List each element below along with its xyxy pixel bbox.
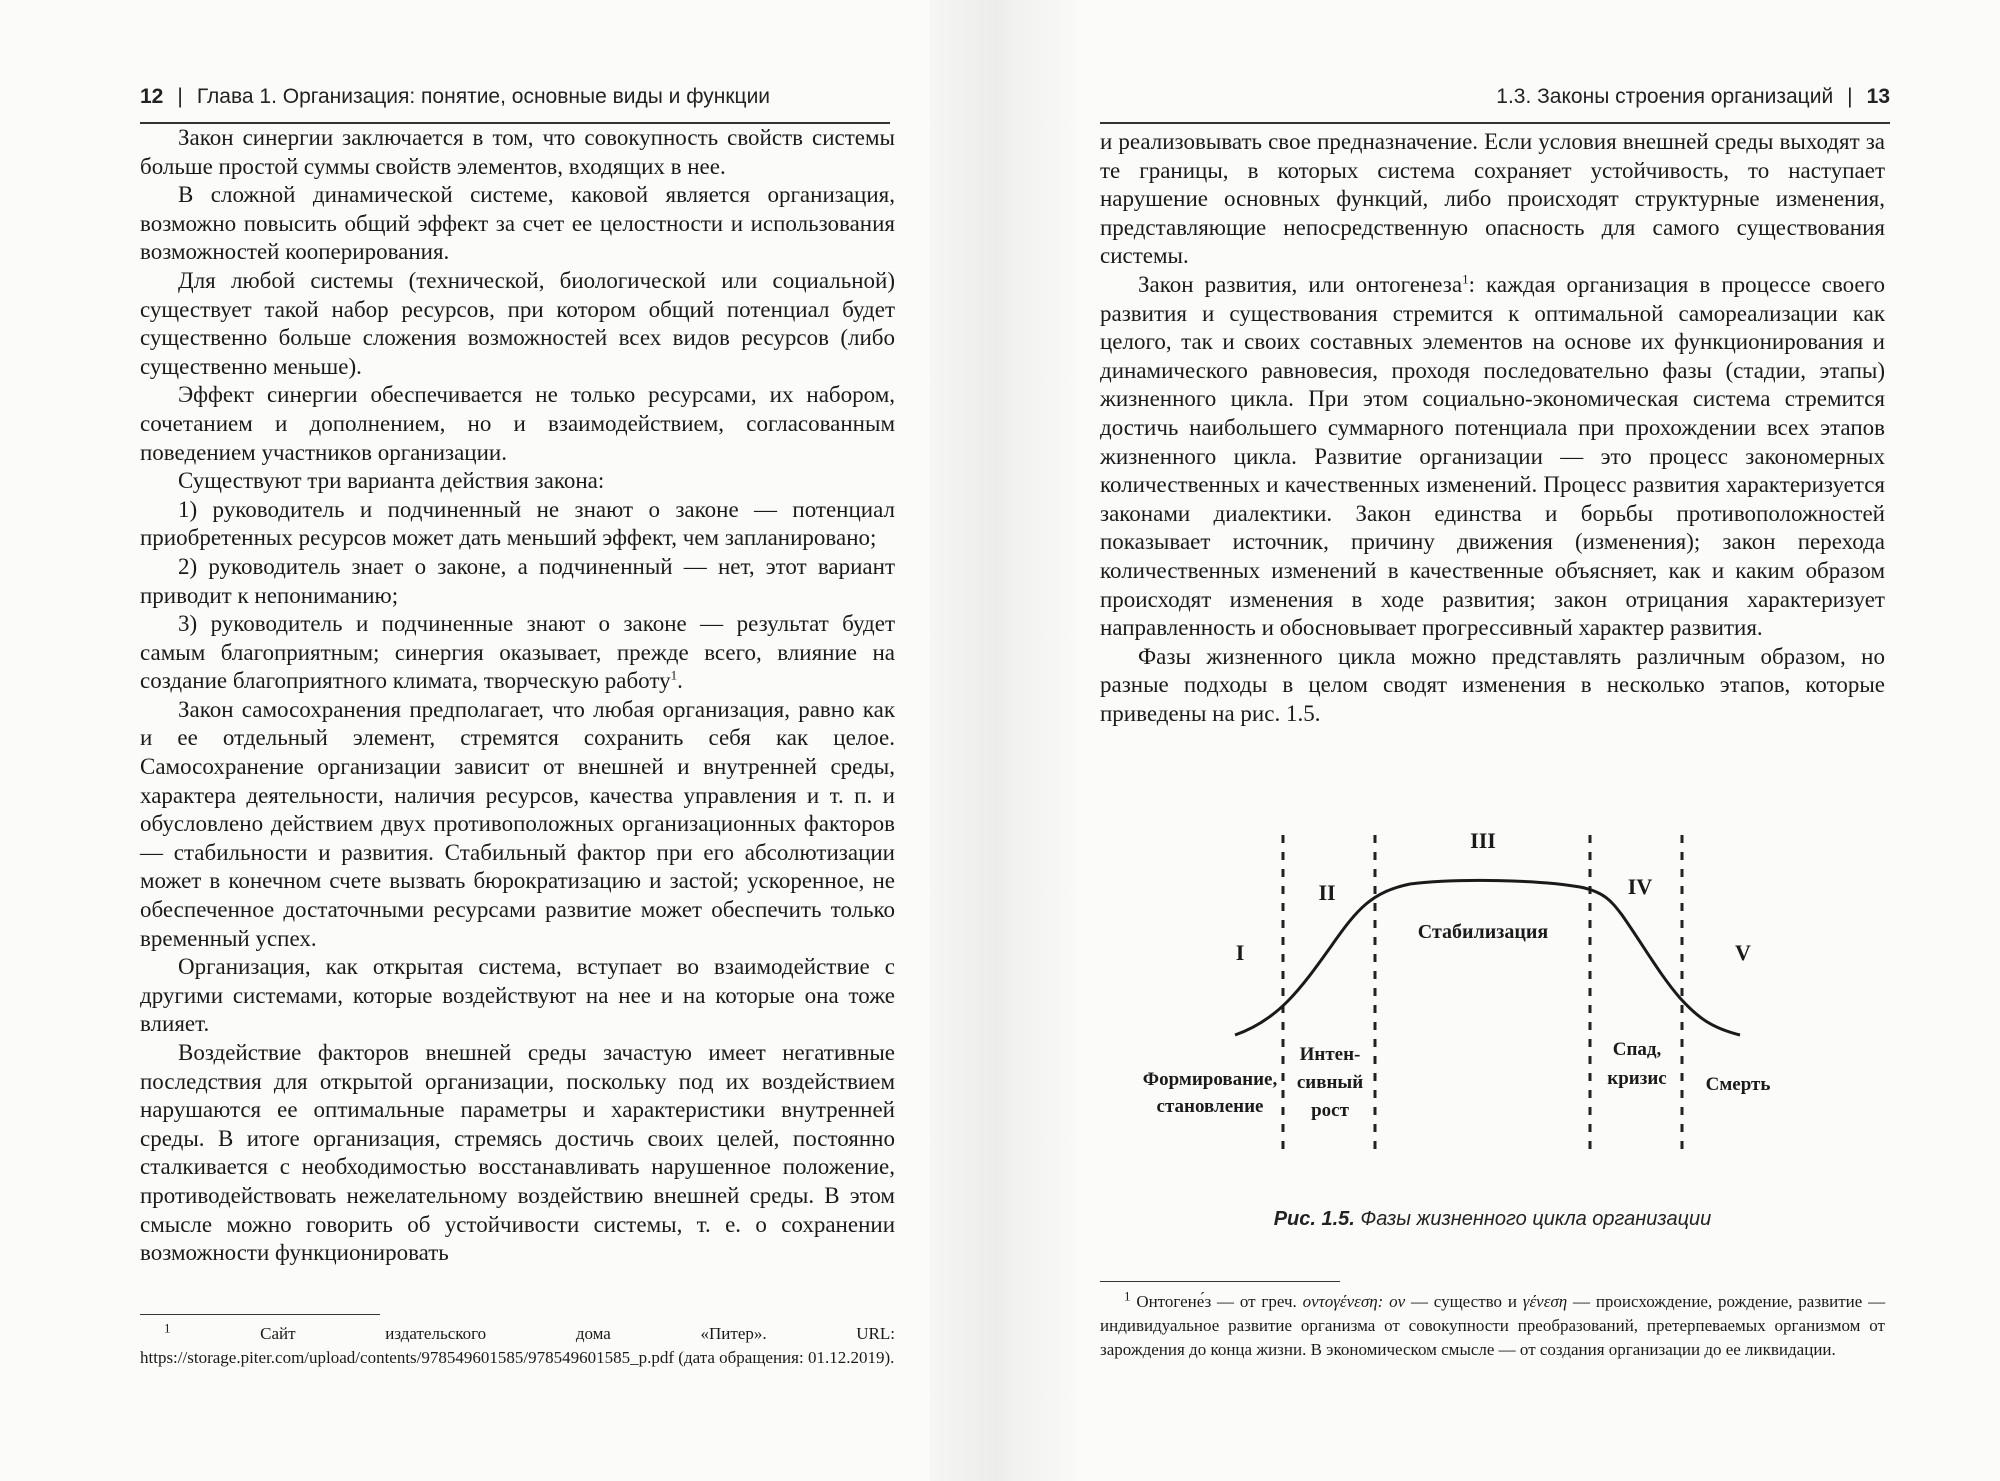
- paragraph: Закон самосохранения предполагает, что любая организация, равно как и ее отдельный элемент, стремятся сохранить себя как целое. Самосохранение организации зависит от внешней и внутренней среды, характера деятельности, наличия ресурсов, качества управления и т. п. и обусловлено действием двух противоположных организационных факторов — стабильности и развития. Стабильный фактор при его абсолютизации может в конечном счете вызвать бюрократизацию и застой; ускоренное, не обеспеченное достаточными ресурсами развитие может обеспечить только временный успех.: [140, 696, 895, 951]
- stage-label-death: Смерть: [1705, 1074, 1771, 1095]
- footnote-mid: — существо и: [1410, 1292, 1517, 1311]
- list-item: 3) руководитель и подчиненные знают о законе — результат будет самым благоприятным; синергия оказывает, прежде всего, влияние на создание благоприятного климата, творческую работу$^1$.: [140, 611, 895, 694]
- footnote-greek-term: οντογένεση: ον: [1302, 1292, 1406, 1311]
- footnote-marker: 1: [164, 1320, 171, 1336]
- footnote-text: Сайт издательского дома «Питер». URL: https://storage.piter.com/upload/contents/978549601585/978549601585_p.pdf (дата обращения: 01.12.2019).: [140, 1324, 895, 1367]
- footnote-divider: [1100, 1281, 1340, 1282]
- left-page: [0, 0, 930, 1481]
- footnote-rest: — происхождение, рождение, развитие — индивидуальное развитие организма от совокупности преобразований, претерпеваемых организмом от зарождения до конца жизни. В экономическом смысле — от создания организации до ее ликвидации.: [1100, 1292, 1886, 1359]
- right-running-header: 1.3. Законы строения организаций | 13: [1100, 82, 1890, 124]
- lifecycle-diagram: [1100, 810, 1885, 1230]
- phase-label-5: V: [1735, 940, 1751, 965]
- phase-label-2: II: [1318, 880, 1336, 905]
- right-body-text: [1100, 128, 1885, 728]
- footnote-lead: Онтогене́з — от греч.: [1136, 1292, 1297, 1311]
- phase-label-4: IV: [1627, 874, 1653, 899]
- left-running-header: 12 | Глава 1. Организация: понятие, основные виды и функции: [140, 82, 890, 124]
- caption-text: Фазы жизненного цикла организации: [1360, 1208, 1712, 1230]
- list-item: 1) руководитель и подчиненный не знают о законе — потенциал приобретенных ресурсов может дать меньший эффект, чем запланировано;: [140, 496, 895, 551]
- right-footnote: [1100, 1290, 1885, 1362]
- paragraph: Для любой системы (технической, биологической или социальной) существует такой набор ресурсов, при котором общий потенциал будет существенно больше сложения возможностей всех видов ресурсов (либо существенно меньше).: [140, 267, 895, 379]
- figure-caption: [1100, 1208, 1885, 1231]
- paragraph: Эффект синергии обеспечивается не только ресурсами, их набором, сочетанием и дополнением, но и взаимодействием, согласованным поведением участников организации.: [140, 382, 895, 465]
- phase-label-1: I: [1235, 940, 1245, 965]
- footnote-divider: [140, 1314, 380, 1315]
- stage-label-decline-1: Спад,: [1612, 1039, 1662, 1060]
- left-footnote: [140, 1322, 895, 1370]
- stabilization-label: Стабилизация: [1417, 921, 1549, 943]
- paragraph: Фазы жизненного цикла можно представлять различным образом, но разные подходы в целом сводят изменения в несколько этапов, которые приведены на рис. 1.5.: [1100, 643, 1885, 726]
- paragraph-lead: Закон развития, или онтогенеза: [1138, 271, 1463, 297]
- list-item-text: 3) руководитель и подчиненные знают о законе — результат будет самым благоприятным; синергия оказывает, прежде всего, влияние на создание благоприятного климата, творческую работу: [140, 611, 895, 694]
- footnote-reference: 1: [1462, 271, 1469, 287]
- stage-label-growth-1: Интен-: [1299, 1044, 1361, 1065]
- stage-label-growth-3: рост: [1311, 1100, 1349, 1121]
- phase-label-3: III: [1470, 828, 1496, 853]
- paragraph-rest: : каждая организация в процессе своего развития и существования стремится к оптимальной самореализации как целого, так и своих составных элементов на основе их функционирования и динамического равновесия, проходя последовательно фазы (стадии, этапы) жизненного цикла. При этом социально-экономическая система стремится достичь наибольшего суммарного потенциала при прохождении всех этапов жизненного цикла. Развитие организации — это процесс закономерных количественных и качественных изменений. Процесс развития характеризуется законами диалектики. Закон единства и борьбы противоположностей показывает источник, причину движения (изменения); закон перехода количественных изменений в качественные объясняет, как и каким образом происходят изменения в ходе развития; закон отрицания характеризует направленность и обосновывает прогрессивный характер развития.: [1100, 271, 1886, 641]
- paragraph: Воздействие факторов внешней среды зачастую имеет негативные последствия для открытой организации, поскольку под их воздействием нарушаются ее оптимальные параметры и характеристики внутренней среды. В итоге организация, стремясь достичь своих целей, постоянно сталкивается с необходимостью восстанавливать нарушенное положение, противодействовать нежелательному воздействию внешней среды. В этом смысле можно говорить об устойчивости системы, т. е. о сохранении возможности функционировать: [140, 1040, 895, 1266]
- lifecycle-figure: [1100, 810, 1885, 1230]
- paragraph: и реализовывать свое предназначение. Если условия внешней среды выходят за те границы, в которых система сохраняет устойчивость, то наступает нарушение основных функций, либо происходят структурные изменения, представляющие непосредственную опасность для самого существования системы.: [1100, 129, 1885, 269]
- caption-number: Рис. 1.5.: [1273, 1208, 1355, 1230]
- paragraph: Организация, как открытая система, вступает во взаимодействие с другими системами, которые воздействуют на нее и на которые она тоже влияет.: [140, 954, 895, 1037]
- lifecycle-curve: [1235, 880, 1740, 1035]
- stage-label-growth-2: сивный: [1296, 1072, 1364, 1093]
- chapter-title: Глава 1. Организация: понятие, основные виды и функции: [196, 85, 771, 108]
- paragraph: Существуют три варианта действия закона:: [178, 468, 605, 494]
- footnote-marker: 1: [1124, 1288, 1131, 1304]
- stage-label-formation-2: становление: [1156, 1096, 1264, 1117]
- paragraph: В сложной динамической системе, каковой является организация, возможно повысить общий эффект за счет ее целостности и использования возможностей кооперирования.: [140, 182, 895, 265]
- section-title: 1.3. Законы строения организаций: [1496, 85, 1834, 108]
- footnote-greek-term: γένεση: [1522, 1292, 1568, 1311]
- left-body-text: [140, 124, 895, 1268]
- stage-label-decline-2: кризис: [1607, 1068, 1667, 1089]
- stage-label-formation-1: Формирование,: [1142, 1069, 1278, 1090]
- list-item: 2) руководитель знает о законе, а подчиненный — нет, этот вариант приводит к непониманию;: [140, 553, 895, 608]
- left-page-number: 12: [140, 85, 164, 108]
- paragraph: [1100, 271, 1885, 643]
- book-gutter: [930, 0, 1080, 1481]
- right-page-number: 13: [1866, 85, 1890, 108]
- right-page: [1080, 0, 2000, 1481]
- paragraph: Закон синергии заключается в том, что совокупность свойств системы больше простой суммы свойств элементов, входящих в нее.: [140, 125, 895, 179]
- footnote-reference: 1: [670, 667, 678, 683]
